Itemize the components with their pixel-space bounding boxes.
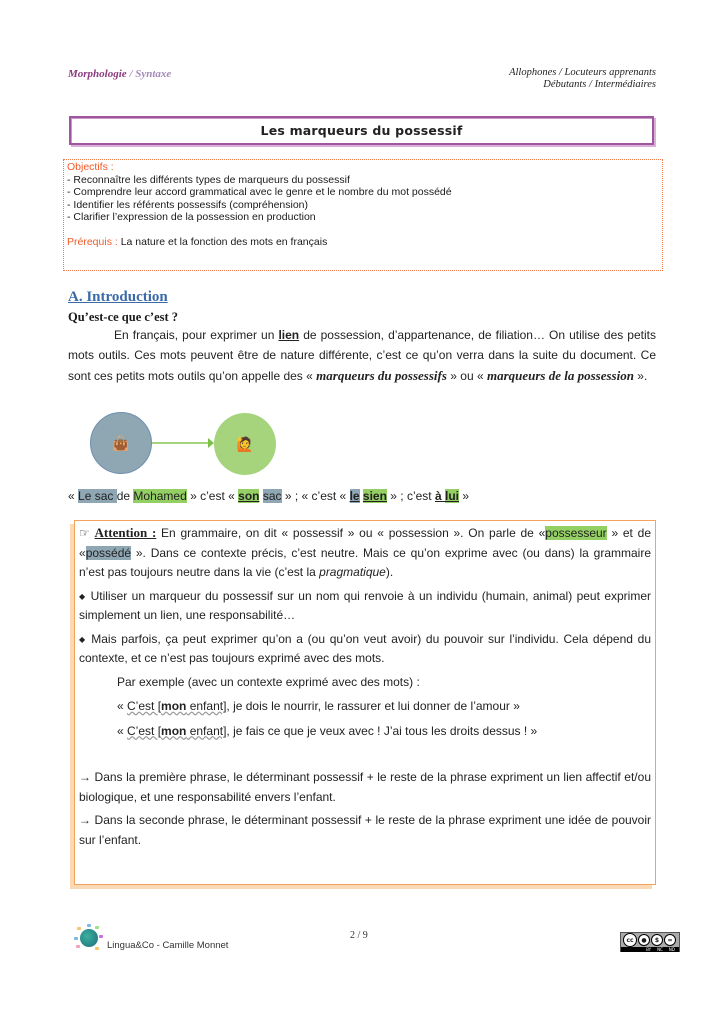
arrow-right-icon: → [79, 813, 91, 827]
objectives-box [63, 159, 663, 271]
nd-icon: = [664, 934, 676, 946]
objective-item: - Clarifier l’expression de la possession en production [67, 211, 316, 224]
highlight-possede: possédé [85, 545, 132, 560]
subcategory-label: Syntaxe [135, 68, 172, 80]
pointing-hand-icon: ☞ [79, 526, 90, 540]
arrow-icon [152, 442, 212, 444]
term-marqueurs-possessifs: marqueurs du possessifs [316, 367, 447, 383]
conclusion-1: → Dans la première phrase, le déterminant possessif + le reste de la phrase expriment un lien affectif et/ou biologique, et une responsabilité envers l’enfant. [79, 770, 651, 804]
keyword-lien: lien [278, 328, 300, 342]
highlight-son: son [238, 489, 260, 503]
possessed-circle [90, 412, 152, 474]
highlight-possessed: Le sac [78, 489, 117, 503]
objective-item: - Reconnaître les différents types de marqueurs du possessif [67, 173, 350, 186]
footer-author: Lingua&Co - Camille Monnet [107, 940, 229, 951]
possession-diagram [90, 412, 290, 476]
attention-label: Attention : [94, 525, 157, 540]
title-box [69, 116, 654, 145]
objectives-label: Objectifs : [67, 161, 114, 173]
section-subtitle: Qu’est-ce que c’est ? [68, 310, 179, 324]
nc-icon: $ [651, 934, 663, 946]
by-icon: ● [638, 934, 650, 946]
intro-paragraph: En français, pour exprimer un lien de possession, d’appartenance, de filiation… On utilise des petits mots outils. Ces mots peuvent être de nature différente, c’est ce qu’on verra dans la suite du document. Ce sont ces petits mots outils qu’on appelle des « marqueurs du possessifs » ou « marqueurs de la possession ». [68, 328, 656, 383]
highlight-lui: lui [444, 489, 459, 503]
example-quote-2: « C’est [mon enfant], je fais ce que je veux avec ! J’ai tous les droits dessus ! » [117, 723, 538, 738]
term-marqueurs-possession: marqueurs de la possession [486, 367, 634, 383]
handbag-icon: 👜 [112, 434, 130, 451]
category-label: Morphologie [68, 68, 127, 80]
attention-box: ☞ Attention : En grammaire, on dit « possessif » ou « possession ». On parle de «possesseur » et de «possédé ». Dans ce contexte précis, c’est neutre. Mais ce qu’on exprime avec (ou dans) la grammaire n’est pas toujours neutre dans la vie (c’est la pragmatique). ◆ Utiliser un marqueur du possessif sur un nom qui renvoie à un individu (humain, animal) peut exprimer simplement un lien, une responsabilité… ◆ Mais parfois, ça peut exprimer qu’on a (ou qu’on veut avoir) du pouvoir sur l’individu. Cela dépend du contexte, et ce n’est pas toujours exprimé avec des mots. Par exemple (avec un contexte exprimé avec des mots) : « C’est [mon enfant], je dois le nourrir, le rassurer et lui donner de l’amour » « C’est [mon enfant], je fais ce que je veux avec ! J’ai tous les droits dessus ! » → Dans la première phrase, le déterminant possessif + le reste de la phrase expriment un lien affectif et/ou biologique, et une responsabilité envers l’enfant. → Dans la seconde phrase, le déterminant possessif + le reste de la phrase expriment une idée de pouvoir sur l’enfant. [74, 520, 656, 885]
arrow-right-icon: → [79, 770, 91, 784]
cc-icon: cc [623, 933, 637, 947]
objective-item: - Identifier les référents possessifs (compréhension) [67, 198, 309, 211]
lingua-co-logo-icon [73, 923, 103, 953]
highlight-possesseur: possesseur [545, 526, 607, 540]
page-number: 2 / 9 [350, 930, 368, 941]
objective-item: - Comprendre leur accord grammatical avec le genre et le nombre du mot possédé [67, 186, 452, 199]
header-audience: Allophones / Locuteurs apprenants Débutants / Intermédiaires [509, 67, 656, 90]
diamond-bullet-icon: ◆ [79, 634, 87, 644]
person-raising-hand-icon: 🙋 [236, 435, 254, 452]
header-category: Morphologie / Syntaxe [68, 68, 172, 80]
conclusion-2: → Dans la seconde phrase, le déterminant possessif + le reste de la phrase expriment une idée de pouvoir sur l’enfant. [79, 813, 651, 847]
highlight-sien: sien [362, 489, 387, 503]
diamond-bullet-icon: ◆ [79, 591, 87, 601]
page-title: Les marqueurs du possessif [260, 123, 463, 138]
example-quote-1: « C’est [mon enfant], je dois le nourrir, le rassurer et lui donner de l’amour » [117, 699, 520, 713]
highlight-possessor: Mohamed [133, 489, 187, 503]
prerequisites: Prérequis : La nature et la fonction des mots en français [67, 235, 328, 248]
section-title: A. Introduction [68, 289, 168, 305]
cc-license-badge: cc ● $ = BY NC ND [620, 932, 680, 952]
possessor-circle [214, 413, 276, 475]
example-sentence: « Le sac de Mohamed » c’est « son sac » ; « c’est « le sien » ; c’est à lui » [68, 489, 469, 503]
example-intro: Par exemple (avec un contexte exprimé avec des mots) : [117, 674, 420, 689]
